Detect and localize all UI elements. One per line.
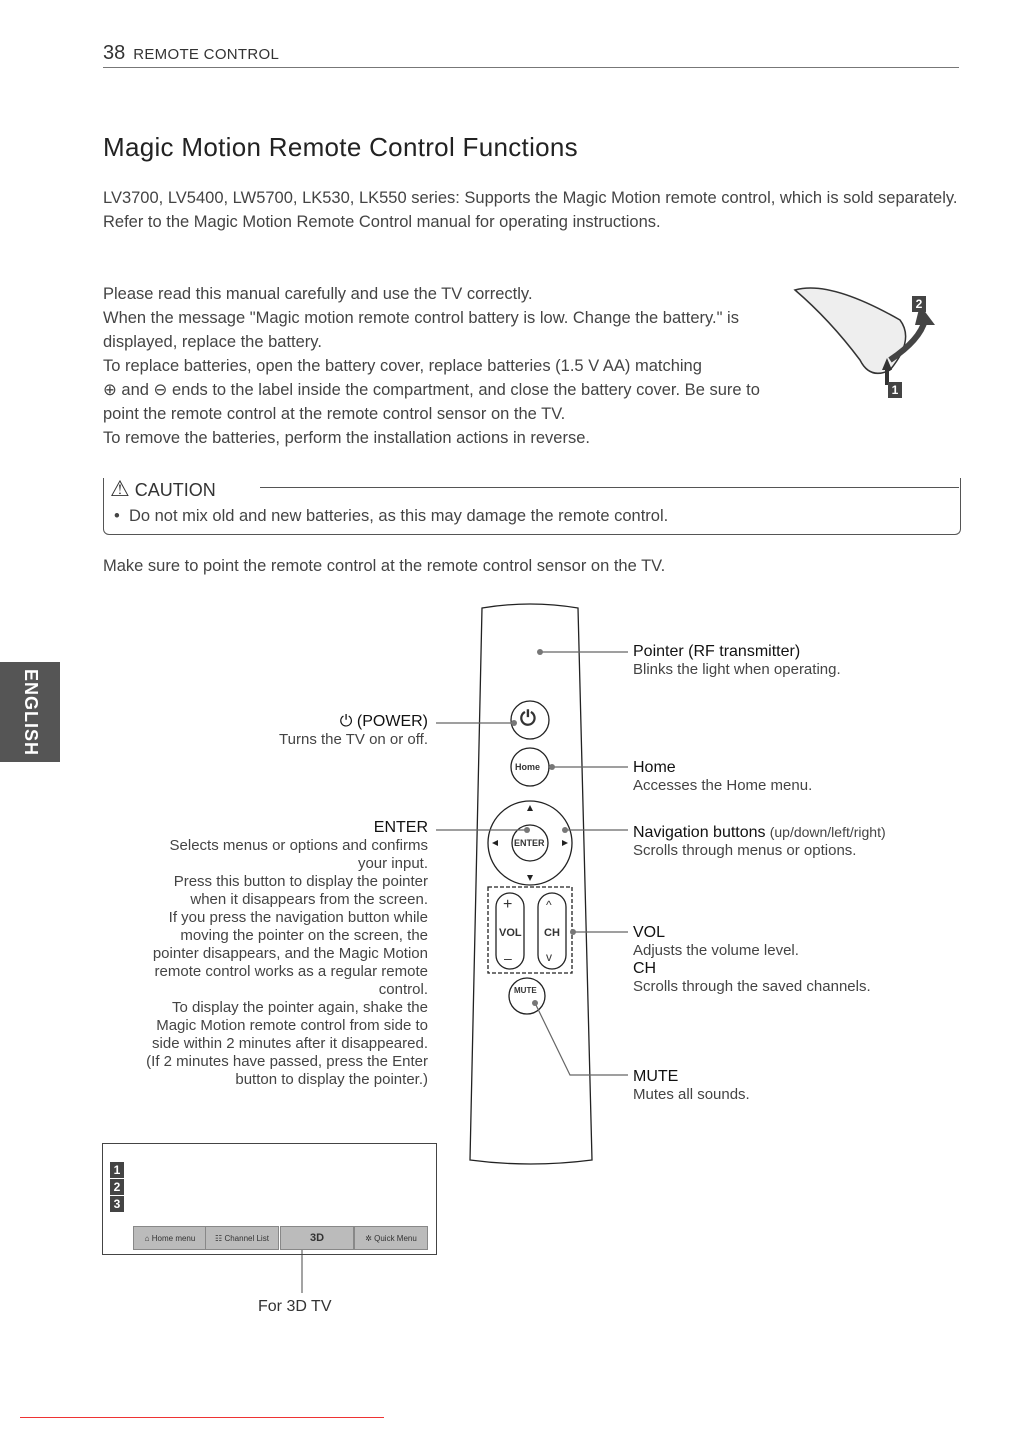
home-icon: ⌂ [144,1233,150,1243]
btn-label: Quick Menu [374,1233,417,1243]
screen-num-1: 1 [110,1162,124,1178]
section-name: REMOTE CONTROL [133,46,280,63]
enter-title: ENTER [373,819,428,836]
power-icon: ⏻ [339,713,353,730]
power-desc: Turns the TV on or off. [279,731,428,748]
page-number: 38 [103,42,126,64]
minus-icon: ⊖ [153,381,168,399]
ch-label: CH [544,927,560,939]
text: and [121,381,149,399]
step-2-badge: 2 [912,296,926,312]
home-menu-button[interactable] [133,1226,207,1250]
caution-text: Do not mix old and new batteries, as this may damage the remote control. [128,507,669,525]
nav-sub: (up/down/left/right) [769,824,886,840]
vol-down-button[interactable]: – [504,950,512,966]
vol-desc: Adjusts the volume level. [633,942,799,959]
ch-desc: Scrolls through the saved channels. [633,978,871,995]
btn-label: 3D [309,1232,325,1244]
nav-label [633,823,886,860]
3d-caption: For 3D TV [258,1298,332,1315]
mute-desc: Mutes all sounds. [633,1086,750,1103]
vol-ch-label [633,924,871,996]
btn-label: Channel List [224,1233,269,1243]
pointer-desc: Blinks the light when operating. [633,661,841,678]
pointing-note: Make sure to point the remote control at the remote control sensor on the TV. [103,557,666,575]
intro-text: LV3700, LV5400, LW5700, LK530, LK550 series: Supports the Magic Motion remote control, which is sold separately. Refer to the Magic Motion Remote Control manual for operating instructions. [103,189,958,231]
footer-line [20,1417,384,1418]
home-label [633,759,812,795]
enter-desc: To display the pointer again, shake the Magic Motion remote control from side to side within 2 minutes after it disappeared. (If 2 minutes have passed, press the Enter button to display the pointer.) [146,999,428,1088]
caution-label: CAUTION [134,480,216,500]
text: To replace batteries, open the battery cover, replace batteries (1.5 V AA) matching [103,357,702,375]
ch-title: CH [633,960,657,977]
power-label [200,713,428,749]
language-label: ENGLISH [20,668,41,756]
enter-label [140,819,428,1089]
ch-down-button[interactable]: v [546,950,552,964]
nav-title: Navigation buttons [633,824,766,841]
quick-menu-button[interactable] [354,1226,428,1250]
vol-label: VOL [499,927,522,939]
screen-num-3: 3 [110,1196,124,1212]
3d-button[interactable] [280,1226,354,1250]
gear-icon: ✲ [365,1233,372,1243]
pointer-label [633,643,841,679]
page-title: Magic Motion Remote Control Functions [103,132,578,162]
power-title: (POWER) [356,713,428,730]
channel-list-button[interactable] [205,1226,279,1250]
para: When the message "Magic motion remote control battery is low. Change the battery." is displayed, replace the battery. [103,309,739,351]
list-icon: ☷ [215,1233,223,1243]
home-title: Home [633,759,676,776]
mute-title: MUTE [633,1068,679,1085]
home-desc: Accesses the Home menu. [633,777,813,794]
ch-up-button[interactable]: ^ [546,898,552,912]
vol-up-button[interactable]: + [503,896,513,913]
step-1-badge: 1 [888,382,902,398]
enter-button[interactable]: ENTER [514,838,545,848]
para: Please read this manual carefully and use the TV correctly. [103,285,533,303]
enter-desc: Press this button to display the pointer when it disappears from the screen. [173,873,428,908]
caution-item: • Do not mix old and new batteries, as this may damage the remote control. [114,507,669,525]
home-button[interactable]: Home [515,762,541,772]
nav-desc: Scrolls through menus or options. [633,842,857,859]
para: To remove the batteries, perform the installation actions in reverse. [103,429,590,447]
mute-label [633,1068,750,1104]
mute-button[interactable]: MUTE [514,986,537,995]
btn-label: Home menu [151,1233,196,1243]
plus-icon: ⊕ [103,381,117,399]
text: ends to the label inside the compartment, and close the battery cover. Be sure to point the remote control at the remote control sensor on the TV. [103,381,760,423]
enter-desc: If you press the navigation button while moving the pointer on the screen, the pointer disappears, and the Magic Motion remote control works as a regular remote control. [152,909,428,998]
pointer-title: Pointer (RF transmitter) [633,643,801,660]
power-button[interactable]: ⏻ [520,708,536,730]
warning-icon: ⚠ [110,476,130,501]
screen-num-2: 2 [110,1179,124,1195]
enter-desc: Selects menus or options and confirms your input. [169,837,428,872]
vol-title: VOL [633,924,666,941]
